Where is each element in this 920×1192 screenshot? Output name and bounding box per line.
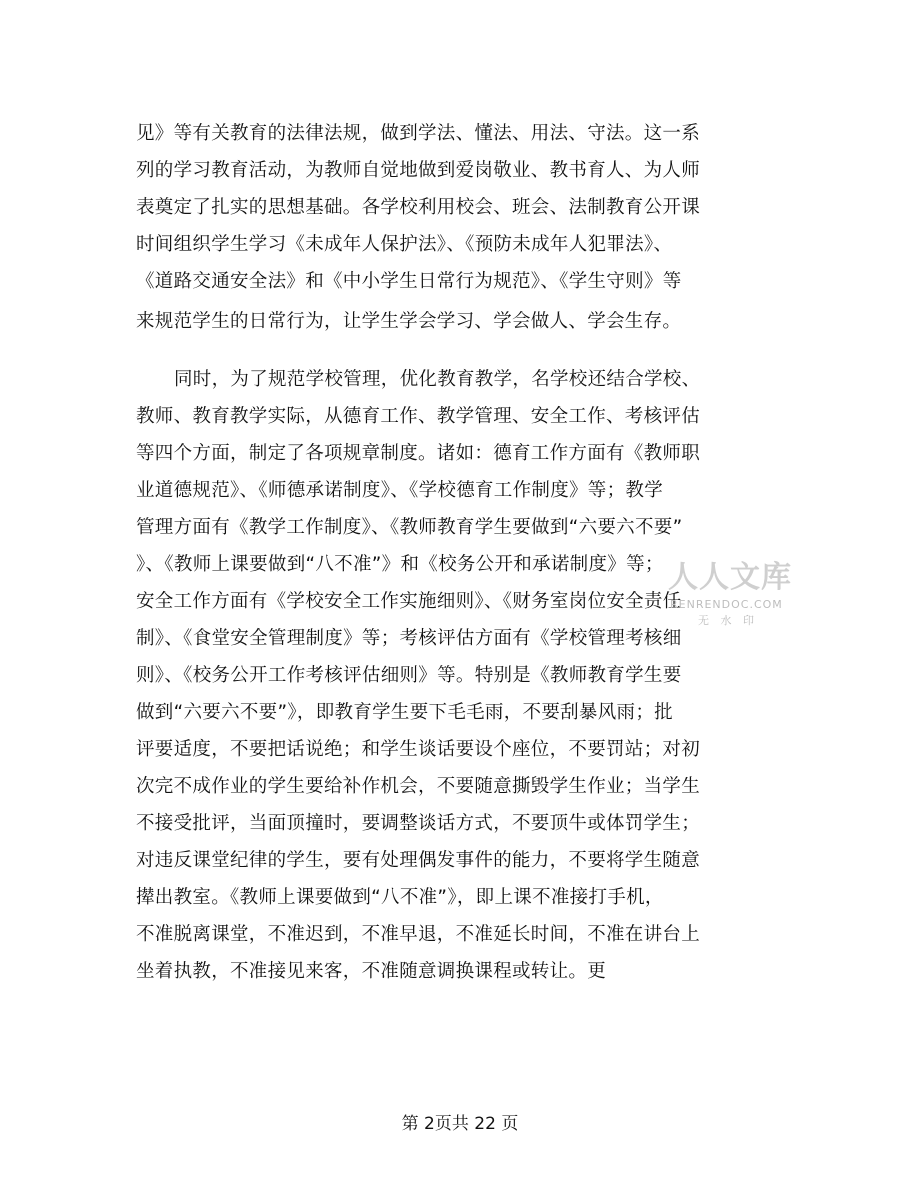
text-line: 撵出教室。《教师上课要做到“八不准”》，即上课不准接打手机， [136,887,664,908]
text-line: 》、《教师上课要做到“八不准”》和《校务公开和承诺制度》等； [136,554,664,575]
text-line: 列的学习教育活动，为教师自觉地做到爱岗敬业、教书育人、为人师 [136,160,701,181]
text-line: 见》等有关教育的法律法规，做到学法、懂法、用法、守法。这一系 [136,123,701,144]
watermark-subtitle: 无 水 印 [698,614,758,627]
text-line: 次完不成作业的学生要给补作机会，不要随意撕毁学生作业；当学生 [136,776,701,797]
paragraph-first-line: 同时，为了规范学校管理，优化教育教学，名学校还结合学校、 [174,369,701,390]
text-line: 表奠定了扎实的思想基础。各学校利用校会、班会、法制教育公开课 [136,197,701,218]
text-line: 不接受批评，当面顶撞时，要调整谈话方式，不要顶牛或体罚学生； [136,813,701,834]
text-line: 对违反课堂纪律的学生，要有处理偶发事件的能力，不要将学生随意 [136,850,701,871]
watermark-title: 人人文库 [668,560,792,595]
text-line: 不准脱离课堂，不准迟到，不准早退，不准延长时间，不准在讲台上 [136,924,701,945]
text-line: 来规范学生的日常行为，让学生学会学习、学会做人、学会生存。 [136,311,682,332]
text-line: 评要适度，不要把话说绝；和学生谈话要设个座位，不要罚站；对初 [136,739,701,760]
page-number-footer: 第 2页共 22 页 [401,1114,519,1134]
text-line: 安全工作方面有《学校安全工作实施细则》、《财务室岗位安全责任 [136,591,682,612]
text-line: 则》、《校务公开工作考核评估细则》等。特别是《教师教育学生要 [136,665,682,686]
text-line: 教师、教育教学实际，从德育工作、教学管理、安全工作、考核评估 [136,406,701,427]
text-line: 业道德规范》、《师德承诺制度》、《学校德育工作制度》等；教学 [136,480,664,501]
text-line: 制》、《食堂安全管理制度》等；考核评估方面有《学校管理考核细 [136,628,682,649]
text-line: 管理方面有《教学工作制度》、《教师教育学生要做到“六要六不要” [136,517,683,538]
text-line: 《道路交通安全法》和《中小学生日常行为规范》、《学生守则》等 [136,271,682,292]
text-line: 坐着执教，不准接见来客，不准随意调换课程或转让。更 [136,961,607,982]
text-line: 做到“六要六不要”》，即教育学生要下毛毛雨，不要刮暴风雨；批 [136,702,673,723]
text-line: 等四个方面，制定了各项规章制度。诸如：德育工作方面有《教师职 [136,443,701,464]
watermark-domain: RENRENDOC.COM [670,598,783,611]
text-line: 时间组织学生学习《未成年人保护法》、《预防未成年人犯罪法》、 [136,234,673,255]
